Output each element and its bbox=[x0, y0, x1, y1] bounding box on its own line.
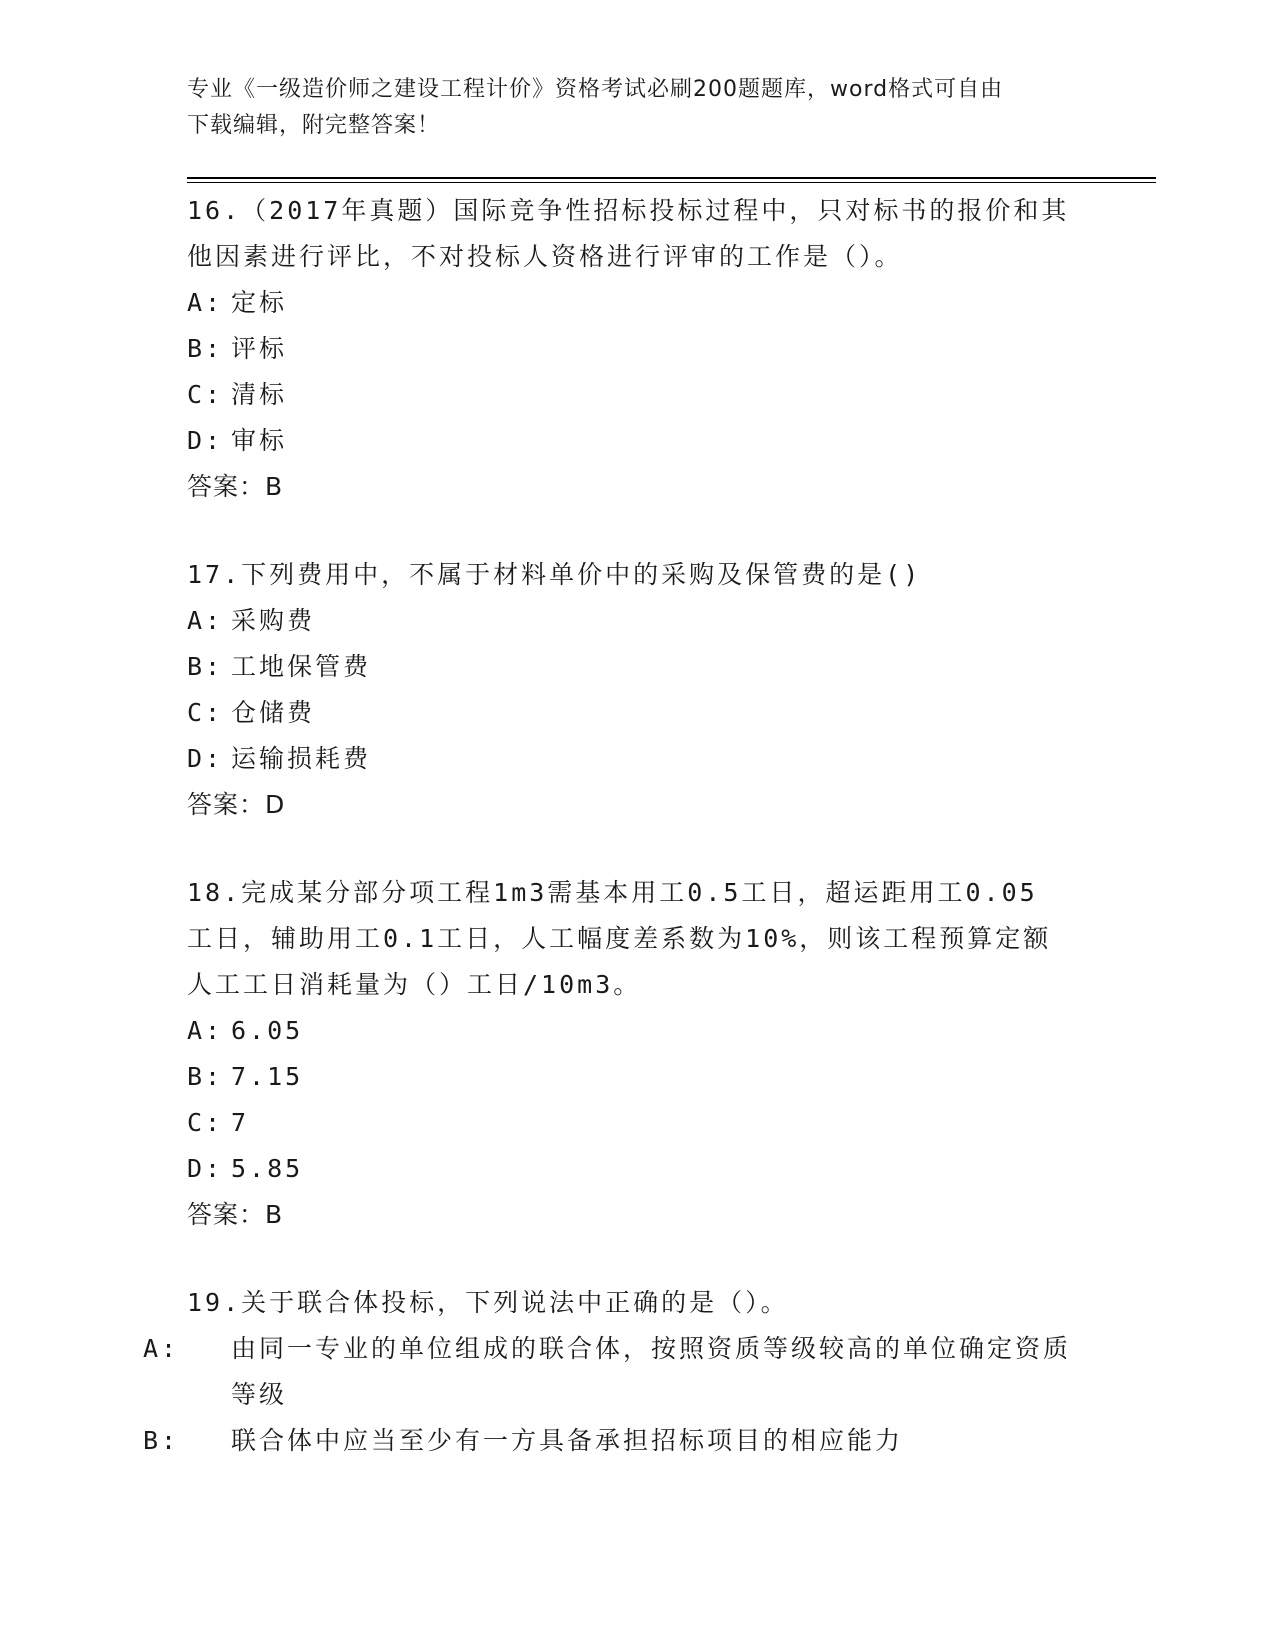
option-letter: D: bbox=[187, 1154, 224, 1183]
answer-text: 答案：B bbox=[187, 472, 284, 501]
question-16 bbox=[187, 188, 1087, 510]
option-text: 联合体中应当至少有一方具备承担招标项目的相应能力 bbox=[231, 1426, 904, 1455]
option-b bbox=[187, 326, 1087, 372]
option-d bbox=[187, 736, 1087, 782]
option-text: 审标 bbox=[231, 426, 288, 455]
option-c bbox=[187, 372, 1087, 418]
question-text-line-2: 他因素进行评比，不对投标人资格进行评审的工作是（）。 bbox=[187, 242, 903, 271]
option-a bbox=[143, 1326, 1087, 1418]
option-letter: C: bbox=[187, 698, 224, 727]
question-text-line-1: （2017年真题）国际竞争性招标投标过程中，只对标书的报价和其 bbox=[241, 196, 1070, 225]
option-text: 6.05 bbox=[231, 1016, 304, 1045]
question-18 bbox=[187, 870, 1087, 1238]
option-text: 定标 bbox=[231, 288, 288, 317]
header-line-1: 专业《一级造价师之建设工程计价》资格考试必刷200题题库，word格式可自由 bbox=[187, 77, 1004, 102]
question-text-line-3: 人工工日消耗量为（）工日/10m3。 bbox=[187, 970, 642, 999]
option-c bbox=[187, 1100, 1087, 1146]
option-letter: A: bbox=[187, 288, 224, 317]
question-text-line-2: 工日，辅助用工0.1工日，人工幅度差系数为10%，则该工程预算定额 bbox=[187, 924, 1052, 953]
option-letter: B: bbox=[143, 1426, 180, 1455]
answer-text: 答案：B bbox=[187, 1200, 284, 1229]
option-letter: D: bbox=[187, 426, 224, 455]
option-text: 清标 bbox=[231, 380, 288, 409]
option-letter: A: bbox=[187, 606, 224, 635]
option-text: 评标 bbox=[231, 334, 288, 363]
question-17 bbox=[187, 552, 1087, 828]
question-stem bbox=[187, 188, 1087, 234]
question-19 bbox=[143, 1280, 1087, 1464]
question-text-line-1: 关于联合体投标，下列说法中正确的是（）。 bbox=[241, 1288, 789, 1317]
question-number: 19. bbox=[187, 1288, 242, 1317]
option-letter: B: bbox=[187, 334, 224, 363]
option-text: 由同一专业的单位组成的联合体，按照资质等级较高的单位确定资质等级 bbox=[231, 1334, 1072, 1409]
option-text: 工地保管费 bbox=[231, 652, 372, 681]
document-header bbox=[187, 72, 1087, 144]
question-list bbox=[143, 188, 1087, 1506]
option-text: 7 bbox=[231, 1108, 250, 1137]
option-text: 5.85 bbox=[231, 1154, 304, 1183]
option-text: 7.15 bbox=[231, 1062, 304, 1091]
question-text-line-1: 完成某分部分项工程1m3需基本用工0.5工日，超运距用工0.05 bbox=[241, 878, 1038, 907]
option-letter: C: bbox=[187, 1108, 224, 1137]
option-b bbox=[187, 1054, 1087, 1100]
option-letter: B: bbox=[187, 652, 224, 681]
option-a bbox=[187, 1008, 1087, 1054]
option-b bbox=[143, 1418, 1087, 1464]
option-a bbox=[187, 280, 1087, 326]
question-stem bbox=[187, 1280, 1087, 1326]
option-b bbox=[187, 644, 1087, 690]
header-divider-thick bbox=[187, 177, 1156, 179]
option-d bbox=[187, 418, 1087, 464]
question-stem bbox=[187, 552, 1087, 598]
question-stem bbox=[187, 870, 1087, 916]
option-letter: A: bbox=[187, 1016, 224, 1045]
answer-text: 答案：D bbox=[187, 790, 286, 819]
option-letter: C: bbox=[187, 380, 224, 409]
header-divider-thin bbox=[187, 182, 1156, 183]
question-number: 17. bbox=[187, 560, 242, 589]
header-line-2: 下载编辑，附完整答案！ bbox=[187, 113, 441, 138]
option-a bbox=[187, 598, 1087, 644]
question-number: 16. bbox=[187, 196, 242, 225]
question-number: 18. bbox=[187, 878, 242, 907]
option-letter: D: bbox=[187, 744, 224, 773]
option-text: 仓储费 bbox=[231, 698, 316, 727]
option-text: 采购费 bbox=[231, 606, 316, 635]
option-c bbox=[187, 690, 1087, 736]
option-letter: A: bbox=[143, 1334, 180, 1363]
option-letter: B: bbox=[187, 1062, 224, 1091]
option-text: 运输损耗费 bbox=[231, 744, 372, 773]
option-d bbox=[187, 1146, 1087, 1192]
question-text-line-1: 下列费用中，不属于材料单价中的采购及保管费的是() bbox=[241, 560, 922, 589]
